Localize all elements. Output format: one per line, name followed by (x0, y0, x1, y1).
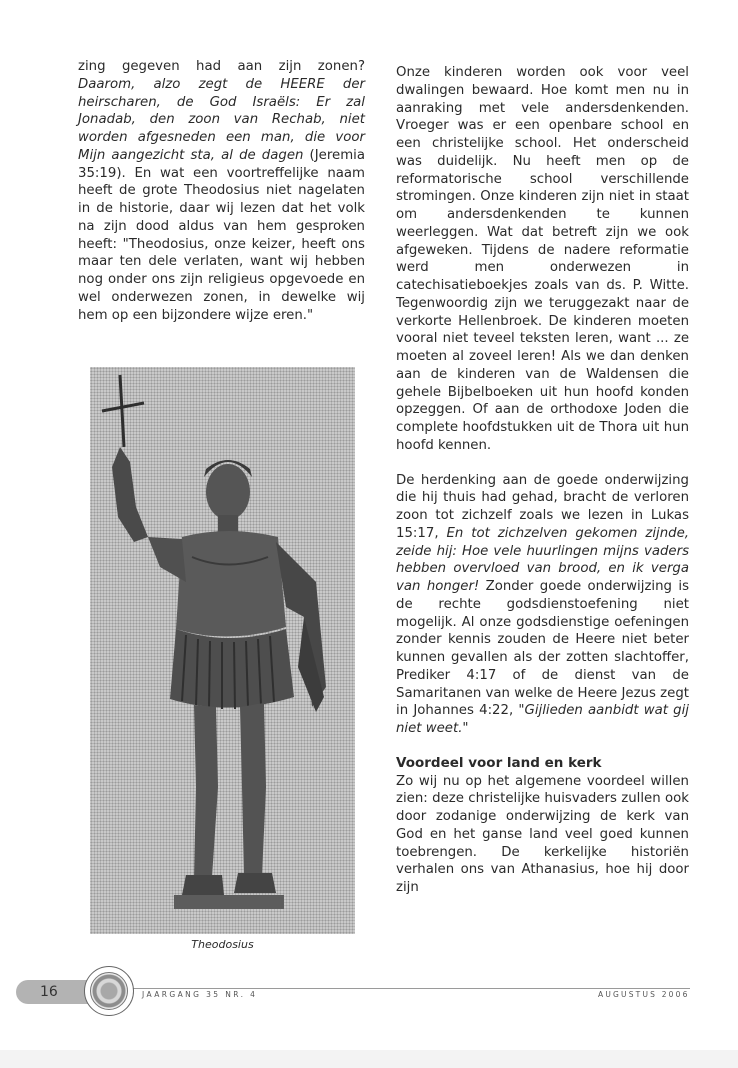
right-paragraph-2: De herdenking aan de goede onderwijzing die hij thuis had gehad, bracht de verloren zoon tot zichzelf zoals we lezen in Lukas 15:17, En tot zichzelven gekomen zijnde, zeide hij: Hoe vele huurlingen mijns vaders hebben overvloed van brood, en ik verga van honger! Zonder goede onderwijzing is de rechte godsdienstoefening niet mogelijk. Al onze godsdienstige oefeningen zonder kennis zouden de Heere niet beter kunnen gevallen als der zotten slachtoffer, Prediker 4:17 of de dienst van de Samaritanen van welke de Heere Jezus zegt in Johannes 4:22, "Gijlieden aanbidt wat gij niet weet." (396, 472, 690, 736)
quote-johannes: "Gijlieden aanbidt wat gij niet weet." (396, 703, 690, 736)
right-paragraph-3: Zo wij nu op het algemene voordeel willen zien: deze christelijke huisvaders zullen ook door zodanige onderwijzing de kerk van God en het ganse land veel goed kunnen toebrengen. De kerkelijke historiën verhalen ons van Athanasius, hoe hij door zijn (396, 773, 689, 895)
footer-rule (128, 988, 690, 989)
scan-edge (0, 1050, 738, 1068)
journal-emblem-icon (84, 966, 134, 1016)
statue-drawing (90, 367, 355, 934)
left-column (78, 58, 365, 324)
emblem-seal (90, 972, 128, 1010)
page-number: 16 (40, 984, 58, 1000)
theodosius-statue-image (90, 367, 355, 934)
left-paragraph-1: zing gegeven had aan zijn zonen? Daarom, alzo zegt de HEERE der heirscharen, de God Israëls: Er zal Jonadab, den zoon van Rechab, niet worden afgesneden een man, die voor Mijn aangezicht sta, al de dagen (Jeremia 35:19). En wat een voortreffelijke naam heeft de grote Theodosius niet nagelaten in de historie, daar wij lezen dat het volk na zijn dood aldus van hem gesproken heeft: "Theodosius, onze keizer, heeft ons maar ten dele verlaten, want wij hebben nog onder ons zijn religieus opgevoede en wel onderwezen zonen, in dewelke wij hem op een bijzondere wijze eren." (78, 59, 365, 323)
section-heading: Voordeel voor land en kerk (396, 754, 602, 771)
right-paragraph-1: Onze kinderen worden ook voor veel dwalingen bewaard. Hoe komt men nu in aanraking met vele andersdenkenden. Vroeger was er een openbare school en een christelijke school. Het onderscheid was duidelijk. Nu heeft men op de reformatorische school verschillende stromingen. Onze kinderen zijn niet in staat om andersdenkenden te kunnen weerleggen. Wat dat betreft zijn we ook afgeweken. Tijdens de nadere reformatie werd men onderwezen in catechisatieboekjes zoals van ds. P. Witte. Tegenwoordig zijn we teruggezakt naar de verkorte Hellenbroek. De kinderen moeten vooral niet teveel teksten leren, want ... ze moeten al zoveel leren! Als we dan denken aan de kinderen van de Waldensen die gehele Bijbelboeken uit hun hoofd konden opzeggen. Of aan de orthodoxe Joden die complete hoofdstukken uit de Thora uit hun hoofd kennen. (396, 65, 689, 453)
right-column (396, 64, 689, 897)
footer-date: AUGUSTUS 2006 (598, 990, 690, 999)
quote-jeremia: Daarom, alzo zegt de HEERE der heirscharen, de God Israëls: Er zal Jonadab, den zoon van Rechab, niet worden afgesneden een man, die voor Mijn aangezicht sta, al de dagen (78, 76, 365, 163)
footer-volume: JAARGANG 35 NR. 4 (142, 990, 258, 999)
figure-caption: Theodosius (191, 938, 254, 951)
quote-lukas: En tot zichzelven gekomen zijnde, zeide hij: Hoe vele huurlingen mijns vaders hebben overvloed van brood, en ik verga van honger! (396, 525, 689, 594)
